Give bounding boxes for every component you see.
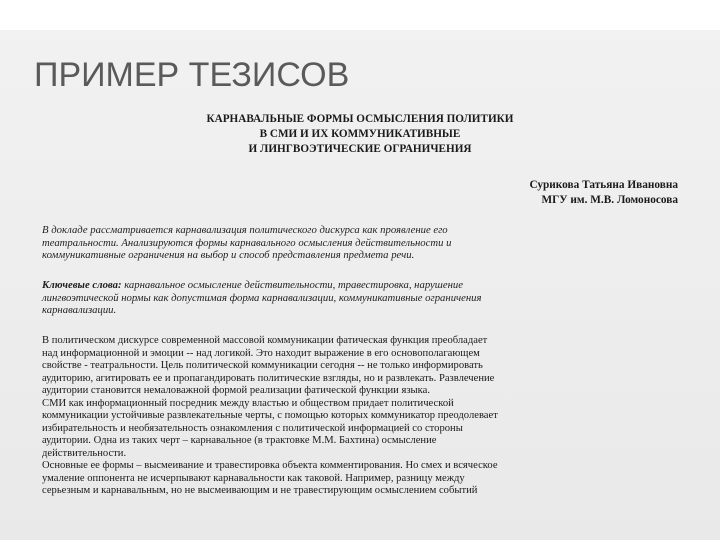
- body-line: над информационной и эмоции -- над логикой. Это находит выражение в его основополагающем: [42, 347, 480, 359]
- keywords-label: Ключевые слова:: [42, 279, 122, 291]
- abstract-line: театральности. Анализируются формы карнавального осмысления действительности и: [42, 236, 452, 249]
- body-line: аудитории. Одна из таких черт – карнавальное (в трактовке М.М. Бахтина) осмысление: [42, 435, 437, 446]
- top-bar: [0, 0, 720, 30]
- keywords: [42, 279, 682, 317]
- slide-title: ПРИМЕР ТЕЗИСОВ: [34, 56, 350, 94]
- abstract-line: коммуникативные ограничения на выбор и способ представления предмета речи.: [42, 249, 415, 261]
- keywords-line: [42, 279, 682, 292]
- thesis-heading: [130, 112, 590, 157]
- body-line: коммуникации устойчивые развлекательные черты, с помощью которых коммуникатор преодолевает: [42, 410, 498, 421]
- abstract: [42, 224, 682, 262]
- heading-line: КАРНАВАЛЬНЫЕ ФОРМЫ ОСМЫСЛЕНИЯ ПОЛИТИКИ: [206, 113, 514, 125]
- top-bar-line: [0, 0, 720, 3]
- abstract-line: В докладе рассматривается карнавализация политического дискурса как проявление его: [42, 224, 448, 236]
- body-line: Основные ее формы – высмеивание и травестировка объекта комментирования. Но смех и всяческое: [42, 460, 498, 471]
- keywords-text: карнавальное осмысление действительности, травестировка, нарушение: [121, 279, 463, 291]
- body-line: свойстве - театральности. Цель политической коммуникации сегодня -- не только информировать: [42, 360, 483, 371]
- heading-line: И ЛИНГВОЭТИЧЕСКИЕ ОГРАНИЧЕНИЯ: [248, 143, 472, 155]
- heading-line: В СМИ И ИХ КОММУНИКАТИВНЫЕ: [259, 128, 461, 140]
- author-block: [529, 178, 678, 208]
- body-line: серьезным и карнавальным, но не высмеивающим и не травестирующим осмыслением событий: [42, 485, 478, 496]
- keywords-line: карнавализации.: [42, 304, 117, 316]
- body-line: аудиторию, агитировать ее и пропагандировать политические взгляды, но и развлекать. Развлечение: [42, 372, 495, 384]
- author-name: Сурикова Татьяна Ивановна: [529, 179, 678, 191]
- body-line: В политическом дискурсе современной массовой коммуникации фатическая функция преобладает: [42, 335, 488, 346]
- body-line: действительности.: [42, 447, 127, 459]
- body-line: аудитории становится немаловажной формой реализации фатической функции языка.: [42, 385, 430, 396]
- keywords-line: лингвоэтической нормы как допустимая форма карнавализации, коммуникативные ограничения: [42, 291, 482, 304]
- body-line: СМИ как информационный посредник между властью и обществом придает политической: [42, 397, 454, 409]
- author-affiliation: МГУ им. М.В. Ломоносова: [541, 194, 678, 206]
- body-text: [42, 335, 682, 498]
- body-line: избирательность и необязательность ознакомления с политической информацией со стороны: [42, 422, 463, 434]
- body-line: умаление оппонента не исчерпывают карнавальности как таковой. Например, разницу между: [42, 472, 465, 484]
